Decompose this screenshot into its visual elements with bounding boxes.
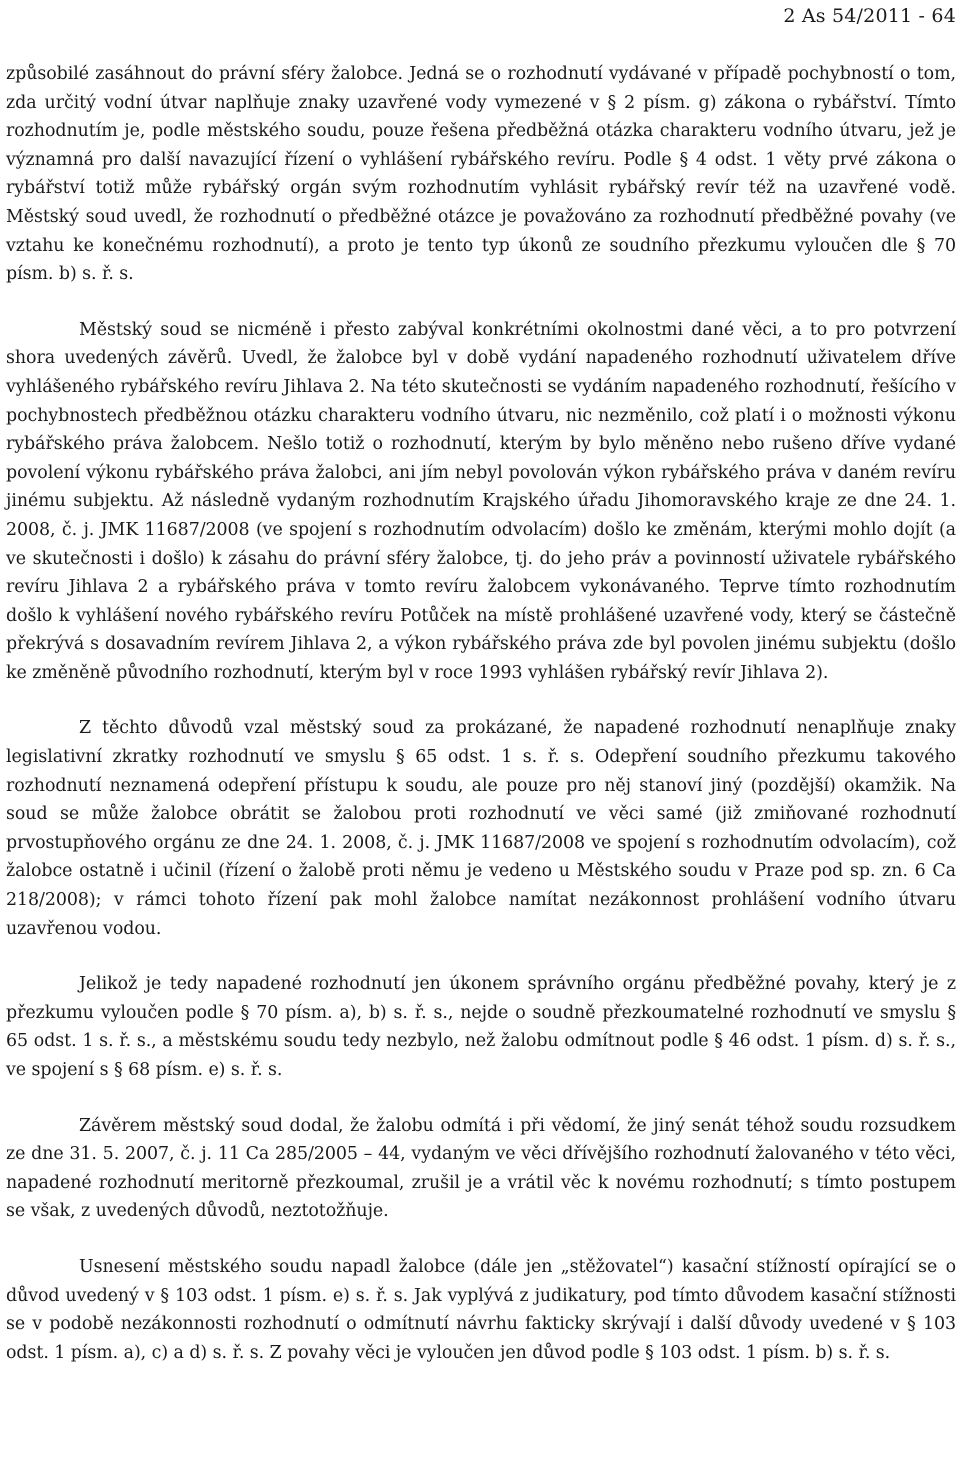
paragraph-5: Závěrem městský soud dodal, že žalobu odmítá i při vědomí, že jiný senát téhož soudu rozsudkem ze dne 31. 5. 2007, č. j. 11 Ca 285/2005 – 44, vydaným ve věci dřívějšího rozhodnutí žalovaného v této věci, napadené rozhodnutí meritorně přezkoumal, zrušil je a vrátil věc k novému rozhodnutí; s tímto postupem se však, z uvedených důvodů, neztotožňuje. (6, 1115, 956, 1222)
document-page (6, 0, 956, 1367)
paragraph-4: Jelikož je tedy napadené rozhodnutí jen úkonem správního orgánu předběžné povahy, který je z přezkumu vyloučen podle § 70 písm. a), b) s. ř. s., nejde o soudně přezkoumatelné rozhodnutí ve smyslu § 65 odst. 1 s. ř. s., a městskému soudu tedy nezbylo, než žalobu odmítnout podle § 46 odst. 1 písm. d) s. ř. s., ve spojení s § 68 písm. e) s. ř. s. (6, 974, 956, 1080)
paragraph-gap (6, 1226, 956, 1253)
paragraph-6: Usnesení městského soudu napadl žalobce (dále jen „stěžovatel“) kasační stížností opírající se o důvod uvedený v § 103 odst. 1 písm. e) s. ř. s. Jak vyplývá z judikatury, pod tímto důvodem kasační stížnosti se v podobě nezákonnosti rozhodnutí o odmítnutí návrhu fakticky skrývají i další důvody uvedené v § 103 odst. 1 písm. a), c) a d) s. ř. s. Z povahy věci je vyloučen jen důvod podle § 103 odst. 1 písm. b) s. ř. s. (6, 1256, 956, 1363)
paragraph-1: způsobilé zasáhnout do právní sféry žalobce. Jedná se o rozhodnutí vydávané v případě pochybností o tom, zda určitý vodní útvar naplňuje znaky uzavřené vody vymezené v § 2 písm. g) zákona o rybářství. Tímto rozhodnutím je, podle městského soudu, pouze řešena předběžná otázka charakteru vodního útvaru, jež je významná pro další navazující řízení o vyhlášení rybářského revíru. Podle § 4 odst. 1 věty prvé zákona o rybářství totiž může rybářský orgán svým rozhodnutím vyhlásit rybářský revír též na uzavřené vodě. Městský soud uvedl, že rozhodnutí o předběžné otázce je považováno za rozhodnutí předběžné povahy (ve vztahu ke konečnému rozhodnutí), a proto je tento typ úkonů ze soudního přezkumu vyloučen dle § 70 písm. b) s. ř. s. (6, 64, 956, 285)
paragraph-gap (6, 289, 956, 316)
paragraph-gap (6, 1085, 956, 1112)
case-number-header: 2 As 54/2011 - 64 (783, 5, 956, 27)
paragraph-gap (6, 687, 956, 714)
paragraph-2: Městský soud se nicméně i přesto zabýval konkrétními okolnostmi dané věci, a to pro potvrzení shora uvedených závěrů. Uvedl, že žalobce byl v době vydání napadeného rozhodnutí uživatelem dříve vyhlášeného rybářského revíru Jihlava 2. Na této skutečnosti se vydáním napadeného rozhodnutí, řešícího v pochybnostech předběžnou otázku charakteru vodního útvaru, nic nezměnilo, což platí i o možnosti výkonu rybářského práva žalobcem. Nešlo totiž o rozhodnutí, kterým by bylo měněno nebo rušeno dříve vydané povolení výkonu rybářského práva žalobci, ani jím nebyl povolován výkon rybářského práva v daném revíru jinému subjektu. Až následně vydaným rozhodnutím Krajského úřadu Jihomoravského kraje ze dne 24. 1. 2008, č. j. JMK 11687/2008 (ve spojení s rozhodnutím odvolacím) došlo ke změnám, kterými mohlo dojít (a ve skutečnosti i došlo) k zásahu do právní sféry žalobce, tj. do jeho práv a povinností uživatele rybářského revíru Jihlava 2 a rybářského práva v tomto revíru žalobcem vykonávaného. Teprve tímto rozhodnutím došlo k vyhlášení nového rybářského revíru Potůček na místě prohlášené uzavřené vody, který se částečně překrývá s dosavadním revírem Jihlava 2, a výkon rybářského práva zde byl povolen jinému subjektu (došlo ke změněně původního rozhodnutí, kterým byl v roce 1993 vyhlášen rybářský revír Jihlava 2). (6, 319, 956, 683)
paragraph-gap (6, 943, 956, 970)
paragraph-3: Z těchto důvodů vzal městský soud za prokázané, že napadené rozhodnutí nenaplňuje znaky legislativní zkratky rozhodnutí ve smyslu § 65 odst. 1 s. ř. s. Odepření soudního přezkumu takového rozhodnutí neznamená odepření přístupu k soudu, ale pouze pro něj stanoví jiný (pozdější) okamžik. Na soud se může žalobce obrátit se žalobou proti rozhodnutí ve věci samé (již zmiňované rozhodnutí prvostupňového orgánu ze dne 24. 1. 2008, č. j. JMK 11687/2008 ve spojení s rozhodnutím odvolacím), což žalobce ostatně i učinil (řízení o žalobě proti němu je vedeno u Městského soudu v Praze pod sp. zn. 6 Ca 218/2008); v rámci tohoto řízení pak mohl žalobce namítat nezákonnost prohlášení vodního útvaru uzavřenou vodou. (6, 718, 956, 939)
